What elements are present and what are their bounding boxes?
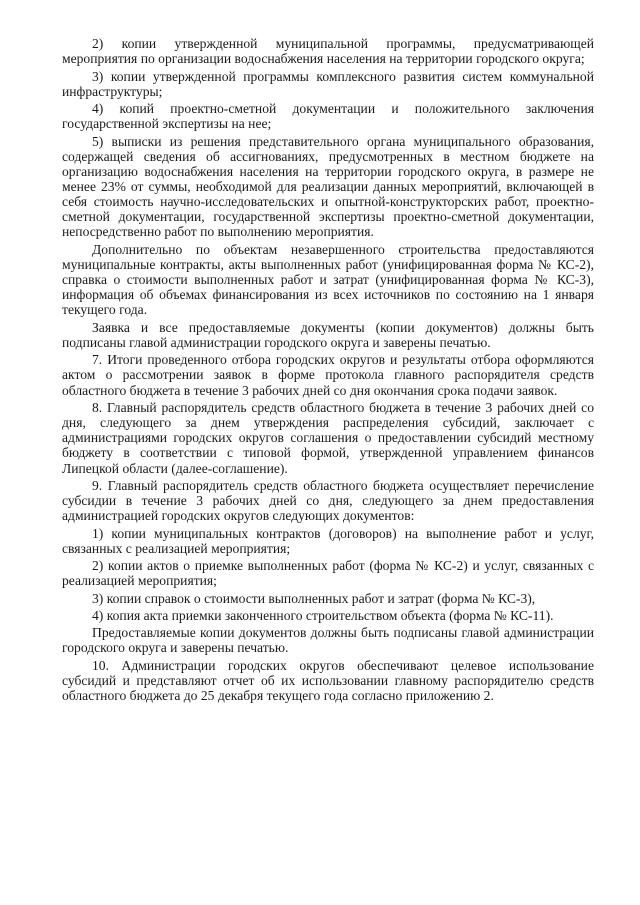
paragraph-application-signature: Заявка и все предоставляемые документы (копии документов) должны быть подписаны главой администрации городского округа и заверены печатью. (62, 319, 594, 350)
paragraph-copies-signature: Предоставляемые копии документов должны быть подписаны главой администрации городского округа и заверены печатью. (62, 625, 594, 656)
paragraph-item-3-infrastructure-program: 3) копии утвержденной программы комплексного развития систем коммунальной инфраструктуры; (62, 68, 594, 99)
paragraph-clause-8: 8. Главный распорядитель средств областного бюджета в течение 3 рабочих дней со дня, следующего за днем утверждения распределения субсидий, заключает с администрациями городских округов соглашения о предоставлении субсидий местному бюджету в соответствии с типовой формой, утвержденной управлением финансов Липецкой области (далее-соглашение). (62, 399, 594, 476)
paragraph-clause-9-item-4: 4) копия акта приемки законченного строительством объекта (форма № КС-11). (92, 607, 554, 623)
paragraph-clause-9-item-3: 3) копии справок о стоимости выполненных работ и затрат (форма № КС-3), (92, 590, 536, 606)
paragraph-clause-9: 9. Главный распорядитель средств областного бюджета осуществляет перечисление субсидии в течение 3 рабочих дней со дня, следующего за днем предоставления администрацией городских округов следующих документов: (62, 477, 594, 524)
paragraph-item-2-municipal-program: 2) копии утвержденной муниципальной программы, предусматривающей мероприятия по организации водоснабжения населения на территории городского округа; (62, 36, 594, 67)
paragraph-clause-10: 10. Администрации городских округов обеспечивают целевое использование субсидий и представляют отчет об их использовании главному распорядителю средств областного бюджета до 25 декабря текущего года согласно приложению 2. (62, 657, 594, 704)
paragraph-unfinished-construction: Дополнительно по объектам незавершенного строительства предоставляются муниципальные контракты, акты выполненных работ (унифицированная форма № КС-2), справка о стоимости выполненных работ и затрат (унифицированная форма № КС-3), информация об объемах финансирования из всех источников по состоянию на 1 января текущего года. (62, 241, 594, 318)
paragraph-item-4-design-documentation: 4) копий проектно-сметной документации и положительного заключения государственной экспертизы на нее; (62, 101, 594, 132)
document-page (62, 36, 594, 705)
paragraph-clause-9-item-1: 1) копии муниципальных контрактов (договоров) на выполнение работ и услуг, связанных с реализацией мероприятия; (62, 525, 594, 556)
paragraph-clause-7: 7. Итоги проведенного отбора городских округов и результаты отбора оформляются актом о рассмотрении заявок в форме протокола главного распорядителя средств областного бюджета в течение 3 рабочих дней со дня окончания срока подачи заявок. (62, 352, 594, 398)
paragraph-item-5-budget-extract: 5) выписки из решения представительного органа муниципального образования, содержащей сведения об ассигнованиях, предусмотренных в местном бюджете на организацию водоснабжения населения на территории городского округа, в размере не менее 23% от суммы, необходимой для реализации данных мероприятий, включающей в себя стоимость научно-исследовательских и опытной-конструкторских работ, проектно-сметной документации, государственной экспертизы проектно-сметной документации, непосредственно работ по выполнению мероприятия. (62, 133, 594, 240)
paragraph-clause-9-item-2: 2) копии актов о приемке выполненных работ (форма № КС-2) и услуг, связанных с реализацией мероприятия; (62, 558, 594, 589)
